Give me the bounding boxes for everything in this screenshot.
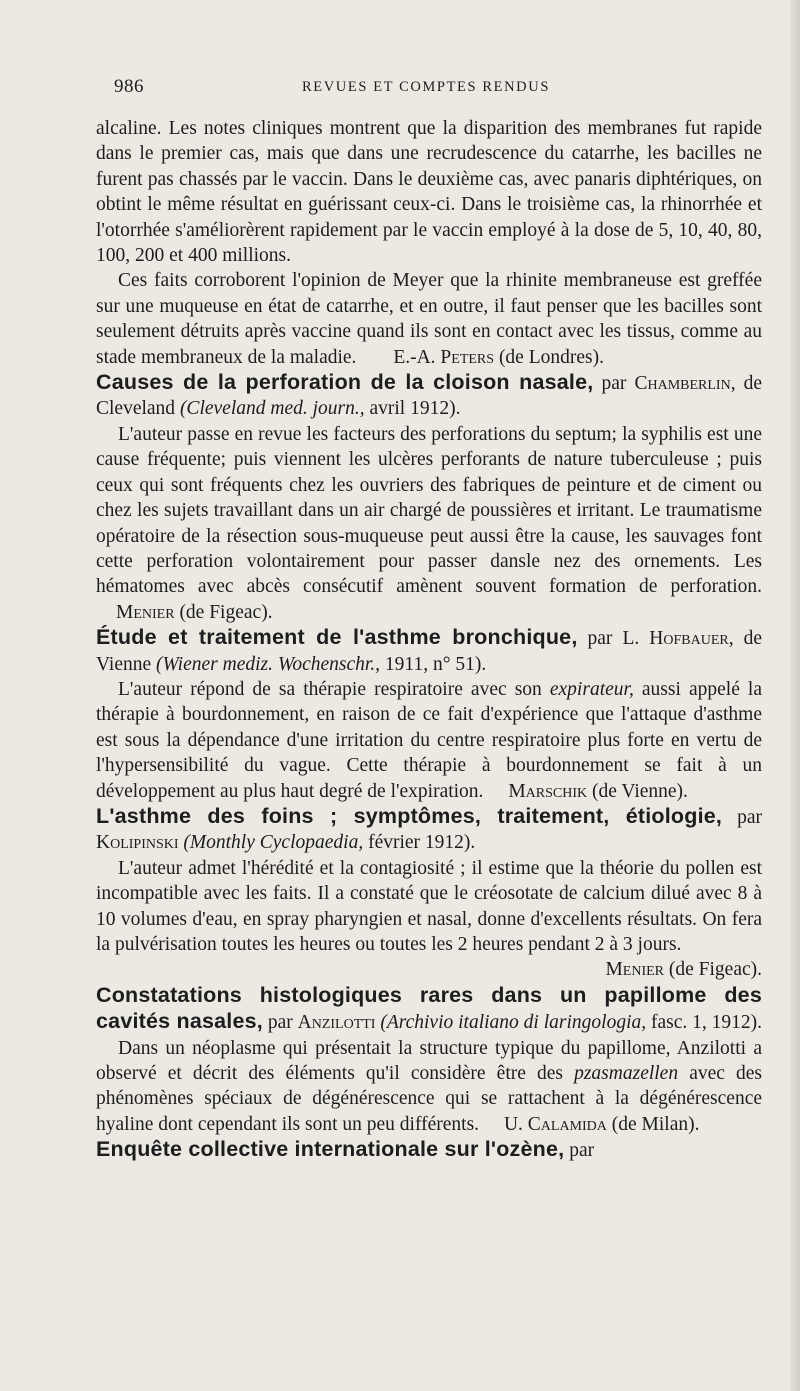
text-run: expirateur, (549, 678, 634, 700)
text-run: E.-A. Peters (393, 346, 495, 368)
text-run: L'auteur passe en revue les facteurs des perforations du septum; la syphilis est une cause fréquente; puis viennent les ulcères perforants de nature tuberculeuse ; puis ceux qui sont fréquents chez les ouvriers des fabriques de peinture et de ciment ou chez les sujets travaillant dans un air chargé de poussières et irritant. Le traumatisme opératoire de la résection sous-muqueuse peut aussi être la cause, les sauvages font cette perforation volontairement pour passer dansle nez des ornements. Les hématomes avec abcès consécutif amènent souvent formation de perforation. (96, 423, 762, 598)
text-run: Menier (116, 601, 175, 623)
text-run: pzasmazellen (574, 1063, 679, 1085)
article-body (96, 677, 762, 804)
text-run: fasc. 1, 1912). (650, 1012, 762, 1034)
article-ozene (96, 1137, 762, 1163)
article-title: L'asthme des foins ; symptômes, traitement, étiologie, (96, 803, 723, 828)
text-run: L'auteur admet l'hérédité et la contagiosité ; il estime que la théorie du pollen est incompatible avec les faits. Il a constaté que le créosotate de calcium dilué avec 8 à 10 volumes d'eau, en spray pharyngien et nasal, donne d'excellents résultats. On fera la pulvérisation toutes les heures ou toutes les 2 heures pendant 2 à 3 jours. (96, 857, 762, 955)
text-run: de Cleveland (96, 373, 763, 420)
article-body (96, 422, 762, 625)
text-run: aussi appelé la thérapie à bourdonnement, en raison de ce fait d'expérience que l'attaque d'asthme est sous la dépendance d'une irritation du centre respiratoire plus forte en vertu de l'hypersensibilité du vague. Cette thérapie à bourdonnement se fait à un développement au plus haut degré de l'expiration. (96, 678, 762, 802)
text-run: Marschik (508, 780, 588, 802)
article-author: Anzilotti (297, 1012, 376, 1034)
text-run: (de Milan). (611, 1113, 700, 1135)
article-source: (Cleveland med. journ., (179, 398, 365, 420)
article-source: (Wiener mediz. Wochenschr., (156, 653, 381, 675)
paragraph-continuation (96, 116, 762, 268)
article-title: Étude et traitement de l'asthme bronchique, (96, 625, 578, 650)
article-author: Kolipinski (96, 832, 179, 854)
signature (504, 1114, 700, 1135)
article-title: Enquête collective internationale sur l'ozène, (96, 1137, 565, 1162)
text-run: (de Vienne). (591, 780, 688, 802)
text-run: Menier (605, 959, 664, 981)
text-run: février 1912). (368, 832, 476, 854)
article-asthme-bronchique (96, 625, 762, 677)
text-run: de Vienne (96, 628, 763, 675)
signature (508, 781, 688, 802)
page-edge (790, 0, 800, 1391)
text-run: par (737, 806, 762, 828)
text-run: par (267, 1012, 293, 1034)
text-run: par (569, 1140, 595, 1162)
article-title: Constatations histologiques rares dans un papillome des cavités nasales, (96, 982, 762, 1034)
signature (393, 347, 604, 368)
text-run: avril 1912). (369, 398, 461, 420)
page-number: 986 (114, 76, 144, 97)
text-run: (de Figeac). (179, 601, 273, 623)
article-author: Chamberlin, (634, 373, 736, 395)
signature (116, 602, 273, 623)
article-body (96, 856, 762, 983)
text-run: avec des phénomènes spéciaux de dégénérescence qui se rattachent à la dégénérescence hyaline dont cependant ils sont un peu différents. (96, 1063, 763, 1135)
text-run: (de Figeac). (668, 959, 762, 981)
text-run: Dans un néoplasme qui présentait la structure typique du papillome, Anzilotti a observé et décrit des éléments qu'il considère être des (96, 1037, 762, 1085)
article-source: (Archivio italiano di laringologia, (380, 1012, 647, 1034)
article-causes-perforation (96, 370, 762, 422)
paragraph (96, 268, 762, 370)
text-run: (de Londres). (498, 346, 604, 368)
signature (96, 957, 762, 982)
text-run: U. Calamida (503, 1113, 607, 1135)
article-papillome (96, 983, 762, 1036)
text-run: Ces faits corroborent l'opinion de Meyer que la rhinite membraneuse est greffée sur une muqueuse en état de catarrhe, et en outre, il faut penser que les bacilles sont seulement détruits après vaccine quand ils sont en contact avec les tissus, comme au stade membraneux de la maladie. (96, 270, 762, 368)
article-body (96, 1036, 762, 1138)
text-run: alcaline. Les notes cliniques montrent que la disparition des membranes fut rapide dans le premier cas, mais que dans une recrudescence du catarrhe, les bacilles ne furent pas chassés par le vaccin. Dans le deuxième cas, avec panaris diphtériques, on obtint le même résultat en guérissant ceux-ci. Dans le troisième cas, la rhinorrhée et l'otorrhée s'améliorèrent rapidement par le vaccin employé à la dose de 5, 10, 40, 80, 100, 200 et 400 millions. (96, 118, 762, 267)
text-run: 1911, n° 51). (384, 653, 487, 675)
page-body (96, 116, 762, 1164)
page-header (96, 76, 756, 100)
text-run: par (587, 628, 613, 650)
article-asthme-foins (96, 804, 762, 856)
article-author: L. Hofbauer, (622, 628, 734, 650)
running-head: REVUES ET COMPTES RENDUS (301, 79, 550, 95)
article-title: Causes de la perforation de la cloison nasale, (96, 370, 594, 395)
text-run: L'auteur répond de sa thérapie respiratoire avec son (118, 678, 542, 700)
text-run: par (601, 373, 627, 395)
article-source: (Monthly Cyclopaedia, (183, 832, 364, 854)
